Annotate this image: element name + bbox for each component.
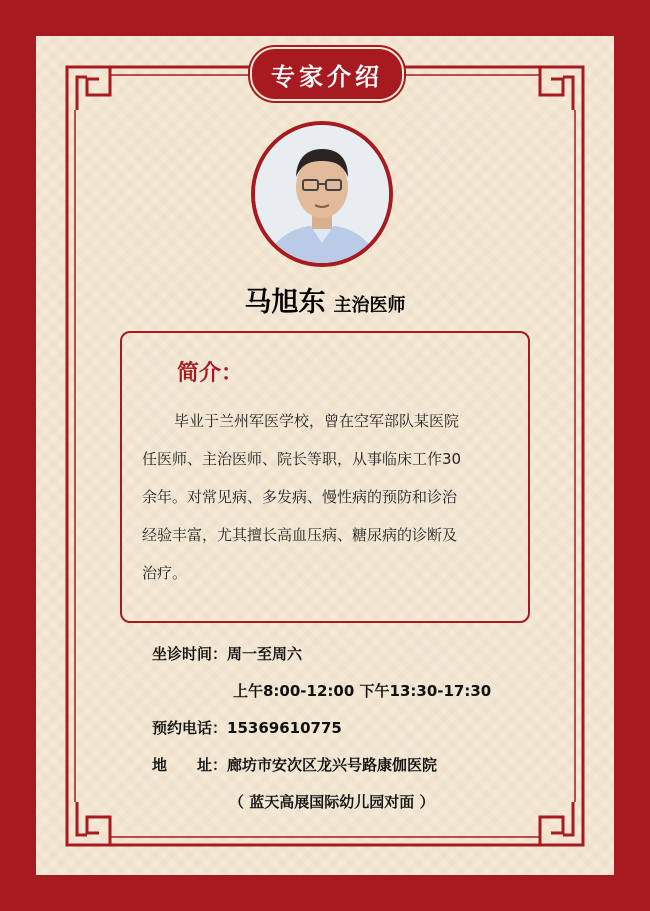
intro-heading: 简介： xyxy=(177,361,244,386)
address-note: （ 蓝天高展国际幼儿园对面 ） xyxy=(229,793,435,811)
intro-text xyxy=(142,402,512,592)
doctor-name: 马旭东 xyxy=(244,287,326,318)
hours-label: 坐诊时间： xyxy=(152,645,228,663)
portrait-photo xyxy=(251,121,393,267)
address-text: 廊坊市安次区龙兴号路康伽医院 xyxy=(227,756,438,774)
phone-label: 预约电话： xyxy=(152,719,228,737)
hours-days: 周一至周六 xyxy=(227,645,303,663)
intro-line: 毕业于兰州军医学校，曾在空军部队某医院 xyxy=(174,412,460,430)
address-label: 地 址： xyxy=(152,756,228,774)
intro-line: 经验丰富，尤其擅长高血压病、糖尿病的诊断及 xyxy=(142,526,458,544)
hours-row xyxy=(152,643,302,664)
phone-row xyxy=(152,717,342,738)
fret-corner-ornament xyxy=(540,802,583,845)
doctor-heading xyxy=(0,280,650,319)
intro-line: 余年。对常见病、多发病、慢性病的预防和诊治 xyxy=(142,488,458,506)
doctor-title: 主治医师 xyxy=(333,295,406,316)
fret-corner-ornament xyxy=(67,67,110,110)
fret-corner-ornament xyxy=(540,67,583,110)
address-row xyxy=(152,754,437,775)
intro-line: 任医师、主治医师、院长等职，从事临床工作30 xyxy=(142,450,462,468)
fret-corner-ornament xyxy=(67,802,110,845)
intro-line: 治疗。 xyxy=(142,564,188,582)
hours-times: 上午8:00-12:00 下午13:30-17:30 xyxy=(233,682,492,700)
phone-number[interactable]: 15369610775 xyxy=(227,719,342,737)
page-title: 专家介绍 xyxy=(250,47,404,101)
